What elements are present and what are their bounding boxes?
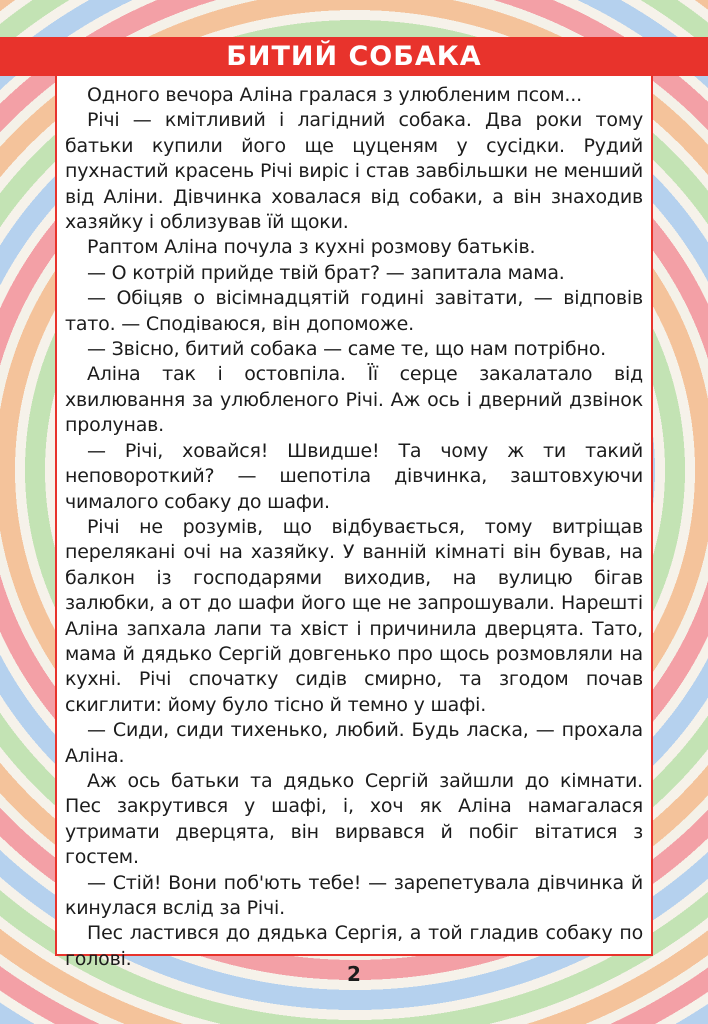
paragraph: Аж ось батьки та дядько Сергій зайшли до кімнати. Пес закрутився у шафі, і, хоч як Аліна намагалася утримати дверцята, він вирвався й побіг вітатися з гостем.: [65, 769, 643, 869]
paragraph: — Обіцяв о вісімнадцятій годині завітати, — відповів тато. — Сподіваюся, він допоможе.: [65, 287, 643, 335]
paragraph: Річі не розумів, що відбувається, тому витріщав перелякані очі на хазяйку. У ванній кімнаті він бував, на балкон із господарями виходив, на вулицю бігав залюбки, а от до шафи його ще не запрошували. Нарешті Аліна запхала лапи та хвіст і причинила дверцята. Тато, мама й дядько Сергій довгенько про щось розмовляли на кухні. Річі спочатку сидів смирно, та згодом почав скиглити: йому було тісно й темно у шафі.: [65, 515, 643, 716]
paragraph: Пес ластився до дядька Сергія, а той гладив собаку по голові.: [65, 922, 643, 970]
paragraph: — Річі, ховайся! Швидше! Та чому ж ти такий неповороткий? — шепотіла дівчинка, заштовхуючи чималого собаку до шафи.: [65, 439, 643, 513]
title-bar: [0, 37, 708, 76]
paragraph: — Сиди, сиди тихенько, любий. Будь ласка, — прохала Аліна.: [65, 719, 643, 767]
paragraph: Річі — кмітливий і лагідний собака. Два роки тому батьки купили його ще цуценям у сусідки. Рудий пухнастий красень Річі виріс і став завбільшки не менший від Аліни. Дівчинка ховалася від собаки, а він знаходив хазяйку і облизував їй щоки.: [65, 109, 643, 234]
page-number: 2: [347, 962, 361, 986]
story-title: БИТИЙ СОБАКА: [226, 41, 482, 72]
paragraph: Одного вечора Аліна гралася з улюбленим псом...: [87, 84, 582, 106]
paragraph: — Стій! Вони поб'ють тебе! — зарепетувала дівчинка й кинулася вслід за Річі.: [65, 871, 643, 919]
paragraph: — О котрій прийде твій брат? — запитала мама.: [87, 261, 565, 284]
story-text-box: [55, 76, 653, 970]
paragraph: Раптом Аліна почула з кухні розмову батьків.: [87, 236, 536, 259]
paragraph: Аліна так і остовпіла. Її серце закалатало від хвилювання за улюбленого Річі. Аж ось і дверний дзвінок пролунав.: [65, 363, 643, 437]
paragraph: — Звісно, битий собака — саме те, що нам потрібно.: [87, 338, 607, 361]
